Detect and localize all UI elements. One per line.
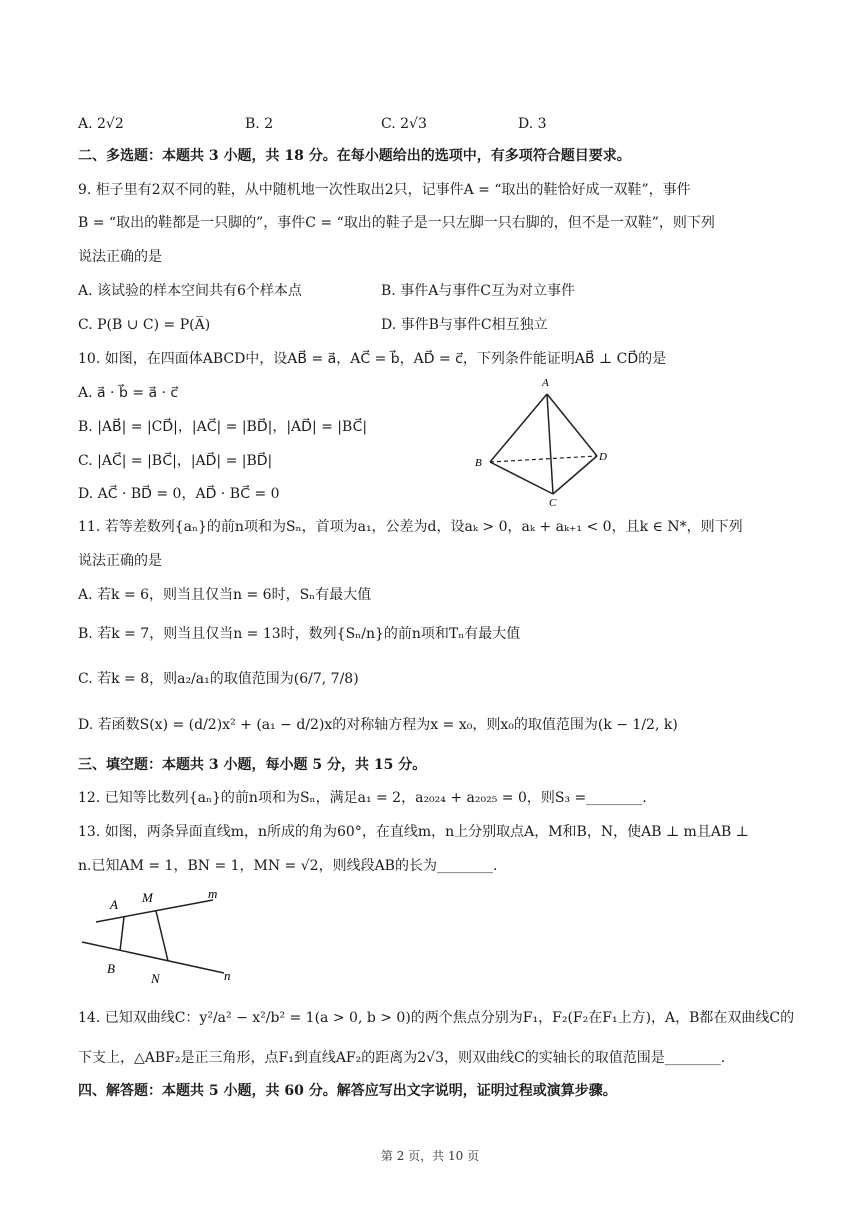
q12-stem: 12. 已知等比数列{aₙ}的前n项和为Sₙ，满足a₁ = 2，a₂₀₂₄ + a₂₀₂₅ = 0，则S₃ =________. bbox=[78, 790, 647, 806]
tetra-label-a: A bbox=[542, 377, 549, 389]
q10-option-c: C. |AC⃗| = |BC⃗|，|AD⃗| = |BD⃗| bbox=[78, 453, 273, 469]
q8-option-a: A. 2√2 bbox=[78, 116, 124, 132]
q14-stem-line1: 14. 已知双曲线C：y²/a² − x²/b² = 1(a > 0, b > 0)的两个焦点分别为F₁，F₂(F₂在F₁上方)，A，B都在双曲线C的 bbox=[78, 1010, 795, 1026]
q11-stem-line1: 11. 若等差数列{aₙ}的前n项和为Sₙ，首项为a₁，公差为d，设aₖ > 0，aₖ + aₖ₊₁ < 0，且k ∈ N*，则下列 bbox=[78, 519, 743, 535]
tetra-label-d: D bbox=[599, 451, 607, 463]
q11-stem-line2: 说法正确的是 bbox=[78, 553, 162, 569]
skew-label-b: B bbox=[107, 961, 115, 976]
q9-option-b: B. 事件A与事件C互为对立事件 bbox=[381, 283, 576, 299]
q9-option-a: A. 该试验的样本空间共有6个样本点 bbox=[78, 283, 302, 299]
skew-label-a: A bbox=[110, 897, 118, 912]
q8-option-b: B. 2 bbox=[245, 116, 274, 132]
tetra-label-c: C bbox=[549, 497, 557, 509]
q13-stem-line2: n.已知AM = 1，BN = 1，MN = √2，则线段AB的长为________. bbox=[78, 858, 498, 874]
skew-label-m-line: m bbox=[208, 886, 218, 901]
tetrahedron-figure bbox=[465, 372, 625, 512]
q10-option-b: B. |AB⃗| = |CD⃗|，|AC⃗| = |BD⃗|，|AD⃗| = |BC⃗| bbox=[78, 419, 368, 435]
q8-option-d: D. 3 bbox=[518, 116, 547, 132]
q9-stem-line2: B = “取出的鞋都是一只脚的”，事件C = “取出的鞋子是一只左脚一只右脚的，但不是一双鞋”，则下列 bbox=[78, 215, 715, 231]
q11-option-c: C. 若k = 8，则a₂/a₁的取值范围为(6/7, 7/8) bbox=[78, 671, 359, 687]
q9-stem-line3: 说法正确的是 bbox=[78, 249, 162, 265]
q10-option-a: A. a⃗ · b⃗ = a⃗ · c⃗ bbox=[78, 385, 179, 401]
section3-heading: 三、填空题：本题共 3 小题，每小题 5 分，共 15 分。 bbox=[78, 757, 427, 773]
page-footer: 第 2 页，共 10 页 bbox=[380, 1149, 480, 1163]
q11-option-d: D. 若函数S(x) = (d/2)x² + (a₁ − d/2)x的对称轴方程为x = x₀，则x₀的取值范围为(k − 1/2, k) bbox=[78, 717, 678, 733]
q8-option-c: C. 2√3 bbox=[381, 116, 427, 132]
skew-label-m-point: M bbox=[142, 890, 153, 905]
tetra-label-b: B bbox=[475, 457, 482, 469]
q9-stem-line1: 9. 柜子里有2双不同的鞋，从中随机地一次性取出2只，记事件A = “取出的鞋恰好成一双鞋”，事件 bbox=[78, 182, 691, 198]
q11-option-a: A. 若k = 6，则当且仅当n = 6时，Sₙ有最大值 bbox=[78, 587, 372, 603]
q10-stem: 10. 如图，在四面体ABCD中，设AB⃗ = a⃗，AC⃗ = b⃗，AD⃗ = c⃗，下列条件能证明AB⃗ ⊥ CD⃗的是 bbox=[78, 351, 667, 367]
q10-option-d: D. AC⃗ · BD⃗ = 0，AD⃗ · BC⃗ = 0 bbox=[78, 486, 280, 502]
section4-heading: 四、解答题：本题共 5 小题，共 60 分。解答应写出文字说明，证明过程或演算步骤。 bbox=[78, 1083, 617, 1099]
section2-heading: 二、多选题：本题共 3 小题，共 18 分。在每小题给出的选项中，有多项符合题目要求。 bbox=[78, 148, 631, 164]
q11-option-b: B. 若k = 7，则当且仅当n = 13时，数列{Sₙ/n}的前n项和Tₙ有最大值 bbox=[78, 626, 521, 642]
q13-stem-line1: 13. 如图，两条异面直线m，n所成的角为60°，在直线m，n上分别取点A，M和B，N，使AB ⊥ m且AB ⊥ bbox=[78, 824, 749, 840]
skew-lines-figure bbox=[78, 884, 258, 984]
q14-stem-line2: 下支上，△ABF₂是正三角形，点F₁到直线AF₂的距离为2√3，则双曲线C的实轴长的取值范围是________. bbox=[78, 1050, 726, 1066]
q9-option-c: C. P(B ∪ C) = P(A̅) bbox=[78, 317, 211, 333]
skew-label-n-point: N bbox=[151, 971, 160, 984]
skew-label-n-line: n bbox=[224, 968, 231, 983]
q9-option-d: D. 事件B与事件C相互独立 bbox=[381, 317, 548, 333]
